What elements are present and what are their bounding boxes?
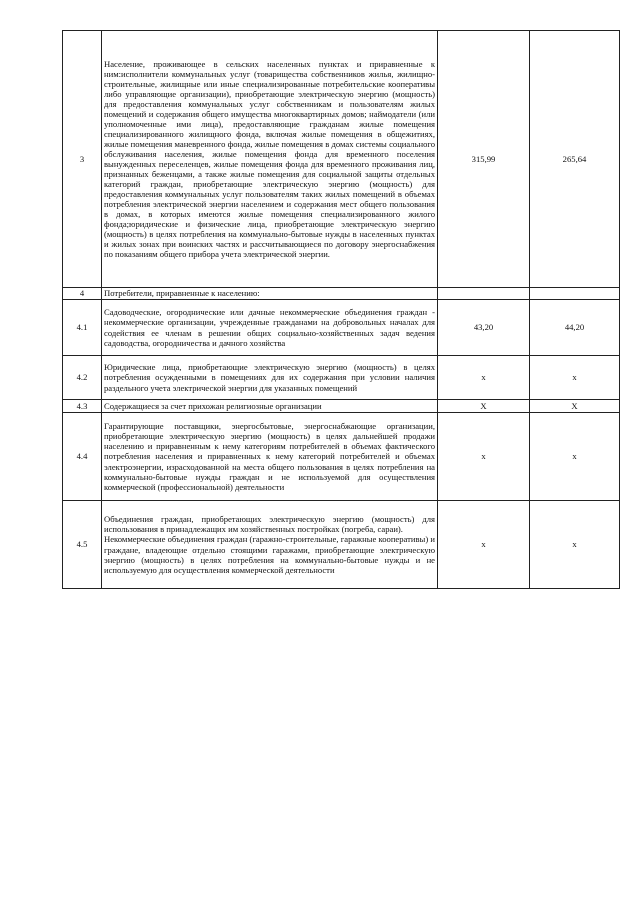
row-number: 4.3 <box>63 400 102 413</box>
row-number: 4.1 <box>63 300 102 356</box>
row-description-part-1: Объединения граждан, приобретающих электрическую энергию (мощность) для использования в принадлежащих им хозяйственных постройках (погреба, сараи). <box>104 514 435 535</box>
row-number: 4.5 <box>63 501 102 589</box>
row-value-2: x <box>530 356 620 400</box>
row-description: Потребители, приравненные к населению: <box>102 288 438 300</box>
table-row <box>63 356 620 400</box>
tariff-table <box>62 30 620 589</box>
row-value-2: x <box>530 501 620 589</box>
row-description: Содержащиеся за счет прихожан религиозные организации <box>102 400 438 413</box>
row-description-part-2: Некоммерческие объединения граждан (гаражно-строительные, гаражные кооперативы) и граждане, владеющие отдельно стоящими гаражами, приобретающие электрическую энергию (мощность) в целях потребления на коммунально-бытовые нужды и не используемую для осуществления коммерческой деятельности <box>104 534 435 575</box>
table-row <box>63 300 620 356</box>
table-row <box>63 288 620 300</box>
row-description: Юридические лица, приобретающие электрическую энергию (мощность) в целях потребления осужденными в помещениях для их содержания при условии наличия раздельного учета электрической энергии для указанных помещений <box>102 356 438 400</box>
table-row <box>63 413 620 501</box>
row-number: 3 <box>63 31 102 288</box>
row-number: 4.4 <box>63 413 102 501</box>
table-row <box>63 501 620 589</box>
row-value-1: x <box>438 356 530 400</box>
row-value-1: 43,20 <box>438 300 530 356</box>
row-value-1: x <box>438 413 530 501</box>
row-value-2 <box>530 288 620 300</box>
row-description <box>102 501 438 589</box>
row-value-1: x <box>438 501 530 589</box>
row-value-2: 265,64 <box>530 31 620 288</box>
row-number: 4.2 <box>63 356 102 400</box>
table-row <box>63 31 620 288</box>
row-description: Садоводческие, огороднические или дачные некоммерческие объединения граждан - некоммерческие организации, учрежденные гражданами на добровольных началах для содействия ее членам в решении общих социально-хозяйственных задач ведения садоводства, огородничества и дачного хозяйства <box>102 300 438 356</box>
table-row <box>63 400 620 413</box>
row-number: 4 <box>63 288 102 300</box>
row-value-2: x <box>530 413 620 501</box>
row-value-2: Х <box>530 400 620 413</box>
row-value-1: Х <box>438 400 530 413</box>
row-value-1 <box>438 288 530 300</box>
row-value-1: 315,99 <box>438 31 530 288</box>
row-value-2: 44,20 <box>530 300 620 356</box>
row-description: Население, проживающее в сельских населенных пунктах и приравненные к ним:исполнители коммунальных услуг (товарищества собственников жилья, жилищно-строительные, жилищные или иные специализированные потребительские кооперативы либо управляющие организации), приобретающие электрическую энергию (мощность) для предоставления коммунальных услуг собственникам и пользователям жилых помещений и содержания общего имущества многоквартирных домов; наймодатели (или уполномоченные ими лица), предоставляющие гражданам жилые помещения специализированного жилищного фонда, включая жилые помещения в общежитиях, жилые помещения маневренного фонда, жилые помещения в домах системы социального обслуживания населения, жилые помещения фонда для временного поселения вынужденных переселенцев, жилые помещения фонда для временного проживания лиц, признанных беженцами, а также жилые помещения для социальной защиты отдельных категорий граждан, приобретающие электрическую энергию (мощность) для предоставления коммунальных услуг пользователям таких жилых помещений в объемах потребления электрической энергии населением и содержания мест общего пользования в домах, в которых имеются жилые помещения специализированного жилого фонда;юридические и физические лица, приобретающие электрическую энергию (мощность) в целях потребления на коммунально-бытовые нужды в населенных пунктах и жилых зонах при воинских частях и рассчитывающиеся по договору энергоснабжения по показаниям общего прибора учета электрической энергии. <box>102 31 438 288</box>
row-description: Гарантирующие поставщики, энергосбытовые, энергоснабжающие организации, приобретающие электрическую энергию (мощность) в целях дальнейшей продажи населению и приравненным к нему категориям потребителей в объемах фактического потребления населения и приравненных к нему категорий потребителей и объемах электроэнергии, израсходованной на места общего пользования в целях потребления на коммунально-бытовые нужды граждан и не используемой для осуществления коммерческой (профессиональной) деятельности <box>102 413 438 501</box>
